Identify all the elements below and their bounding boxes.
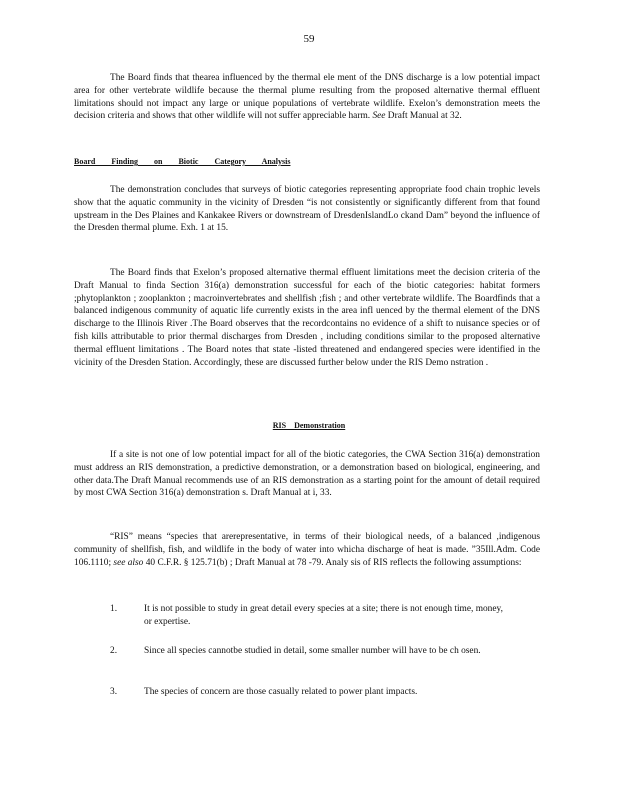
list-item-text: The species of concern are those casually related to power plant impacts. [144,687,418,697]
paragraph-text: “RIS” means “species that arerepresentative, in terms of their biological needs, of a balanced ,indigenous community of shellfish, fish, and wildlife in the body of water into whicha discharge of heat is made. ”35Ill.Adm. Code 106.1110; [74,532,540,568]
paragraph-text: If a site is not one of low potential impact for all of the biotic categories, the CWA Section 316(a) demonstration must address an RIS demonstration, a predictive demonstration, or a demonstration based on biological, engineering, and other data.The Draft Manual recommends use of an RIS demonstration as a starting point for the amount of detail required by most CWA Section 316(a) demonstration s. Draft Manual at i, 33. [74,450,540,499]
paragraph-text: 40 C.F.R. § 125.71(b) ; Draft Manual at 78 -79. Analy sis of RIS reflects the following assumptions: [145,557,522,568]
list-item-number: 2. [110,646,118,656]
paragraph-text: The demonstration concludes that surveys of biotic categories representing appropriate food chain trophic levels show that the aquatic community in the vicinity of Dresden “is not consistently or significantly different from that found upstream in the Des Plaines and Kankakee Rivers or downstream of DresdenIslandLo ckand Dam” beyond the influence of the Dresden thermal plume. Exh. 1 at 15. [74,185,540,234]
paragraph-demonstration-summary [74,184,540,235]
paragraph-ris-definition [74,531,540,569]
list-item-number: 1. [110,604,118,614]
list-item-text: Since all species cannotbe studied in detail, some smaller number will have to be ch osen. [144,646,481,656]
list-item-number: 3. [110,687,118,697]
paragraph-board-finding [74,267,540,369]
paragraph-text: The Board finds that thearea influenced by the thermal ele ment of the DNS discharge is a low potential impact area for other vertebrate wildlife because the thermal plume resulting from the proposed alternative thermal effluent limitations should not impact any large or unique populations of vertebrate wildlife. Exelon’s demonstration meets the decision criteria and shows that other wildlife will not suffer appreciable harm. [74,73,540,122]
heading-ris-demonstration: RIS Demonstration [272,421,346,430]
citation-signal: see also [113,557,144,568]
paragraph-ris-requirement [74,449,540,500]
paragraph-wildlife-finding [74,72,540,123]
citation: Draft Manual at 32. [387,111,462,122]
list-item-text: It is not possible to study in great detail every species at a site; there is not enough time, money, or expertise. [144,604,503,627]
paragraph-text: The Board finds that Exelon’s proposed alternative thermal effluent limitations meet the decision criteria of the Draft Manual to finda Section 316(a) demonstration successful for each of the biotic categories: habitat formers ;phytoplankton ; zooplankton ; macroinvertebrates and shellfish ;fish ; and other vertebrate wildlife. The Boardfinds that a balanced indigenous community of aquatic life currently exists in the area infl uenced by the thermal element of the DNS discharge to the Illinois River .The Board observes that the recordcontains no evidence of a shift to nuisance species or of fish kills attributable to prior thermal discharges from Dresden , including conditions similar to the proposed alternative thermal effluent limitations . The Board notes that state -listed threatened and endangered species were identified in the vicinity of the Dresden Station. Accordingly, these are discussed further below under the RIS Demo nstration . [74,268,540,368]
page-number: 59 [303,33,315,45]
heading-biotic-category: Board Finding on Biotic Category Analysis [74,157,291,166]
citation-signal: See [372,111,386,122]
